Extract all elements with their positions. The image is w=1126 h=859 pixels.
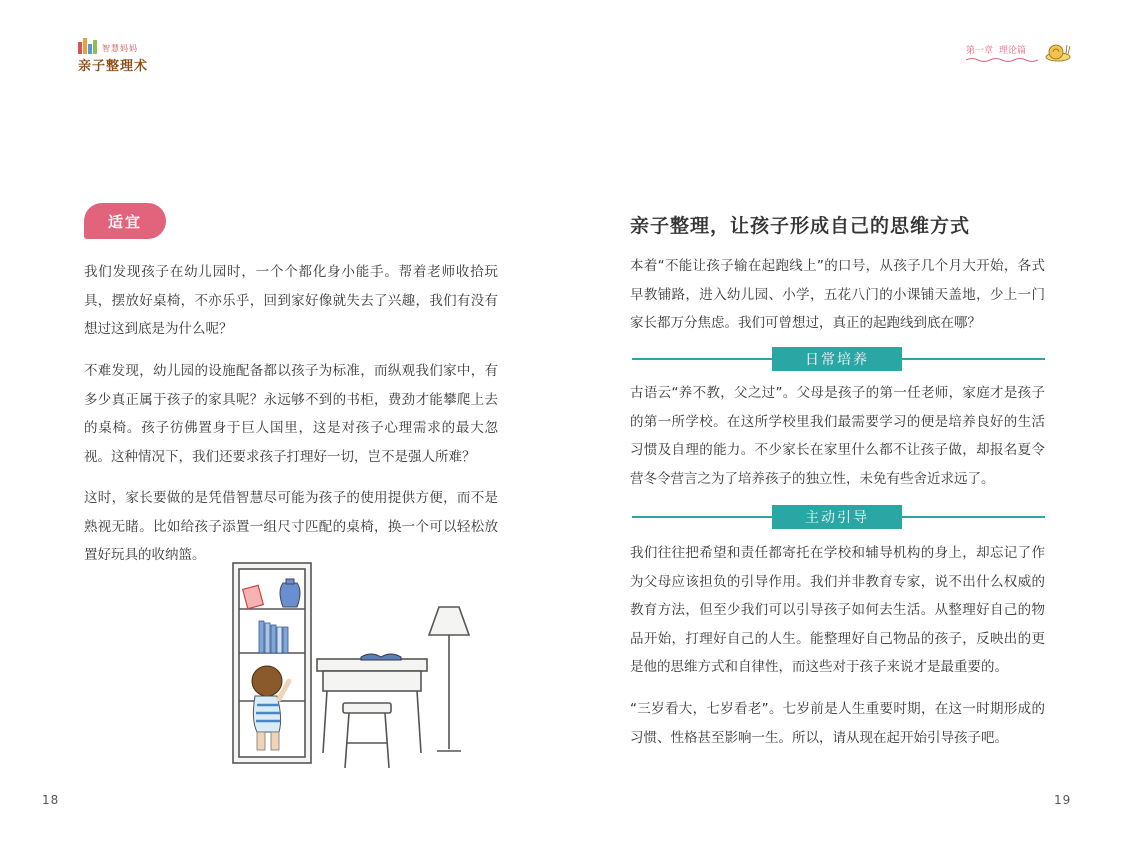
snail-icon — [1045, 41, 1071, 63]
books-logo-icon — [78, 38, 97, 54]
page-title: 亲子整理，让孩子形成自己的思维方式 — [630, 215, 971, 237]
chapter-header — [966, 43, 1026, 56]
section-label: 日常培养 — [772, 347, 902, 371]
section-tag: 适宜 — [84, 203, 166, 239]
page-number: 19 — [1054, 793, 1072, 807]
section-label: 主动引导 — [772, 505, 902, 529]
wave-divider — [966, 57, 1041, 63]
brand-subtitle: 智慧妈妈 — [102, 44, 138, 53]
left-paragraph: 不难发现，幼儿园的设施配备都以孩子为标准，而纵观我们家中，有多少真正属于孩子的家具呢？永远够不到的书柜，费劲才能攀爬上去的桌椅。孩子彷佛置身于巨人国里，这是对孩子心理需求的最大忽视。这种情况下，我们还要求孩子打理好一切，岂不是强人所难？ — [84, 363, 498, 465]
section-paragraph: 古语云“养不教，父之过”。父母是孩子的第一任老师，家庭才是孩子的第一所学校。在这所学校里我们最需要学习的便是培养良好的生活习惯及自理的能力。不少家长在家里什么都不让孩子做，却报名夏令营冬令营言之为了培养孩子的独立性，未免有些舍近求远了。 — [630, 385, 1045, 487]
brand-logo — [78, 38, 148, 74]
closing-paragraph: “三岁看大，七岁看老”。七岁前是人生重要时期，在这一时期形成的习惯、性格甚至影响一生。所以，请从现在起开始引导孩子吧。 — [630, 701, 1045, 746]
intro-paragraph: 本着“不能让孩子输在起跑线上”的口号，从孩子几个月大开始，各式早教铺路，进入幼儿园、小学，五花八门的小课铺天盖地，少上一门家长都万分焦虑。我们可曾想过，真正的起跑线到底在哪？ — [630, 258, 1045, 331]
section-paragraph: 我们往往把希望和责任都寄托在学校和辅导机构的身上，却忘记了作为父母应该担负的引导作用。我们并非教育专家，说不出什么权威的教育方法，但至少我们可以引导孩子如何去生活。从整理好自己的物品开始，打理好自己的人生。能整理好自己物品的孩子，反映出的更是他的思维方式和自律性，而这些对于孩子来说才是最重要的。 — [630, 545, 1045, 675]
left-paragraph: 这时，家长要做的是凭借智慧尽可能为孩子的使用提供方便，而不是熟视无睹。比如给孩子添置一组尺寸匹配的桌椅，换一个可以轻松放置好玩具的收纳篮。 — [84, 490, 498, 563]
section-heading — [632, 347, 1045, 371]
child-furniture-illustration — [225, 553, 485, 778]
right-page — [563, 0, 1126, 859]
left-paragraph: 我们发现孩子在幼儿园时，一个个都化身小能手。帮着老师收拾玩具，摆放好桌椅，不亦乐乎，回到家好像就失去了兴趣，我们有没有想过这到底是为什么呢？ — [84, 264, 498, 337]
section-heading — [632, 505, 1045, 529]
brand-title: 亲子整理术 — [78, 59, 149, 74]
chapter-label: 第一章 — [966, 46, 994, 56]
page-number: 18 — [42, 793, 60, 807]
chapter-title: 理论篇 — [999, 46, 1027, 56]
